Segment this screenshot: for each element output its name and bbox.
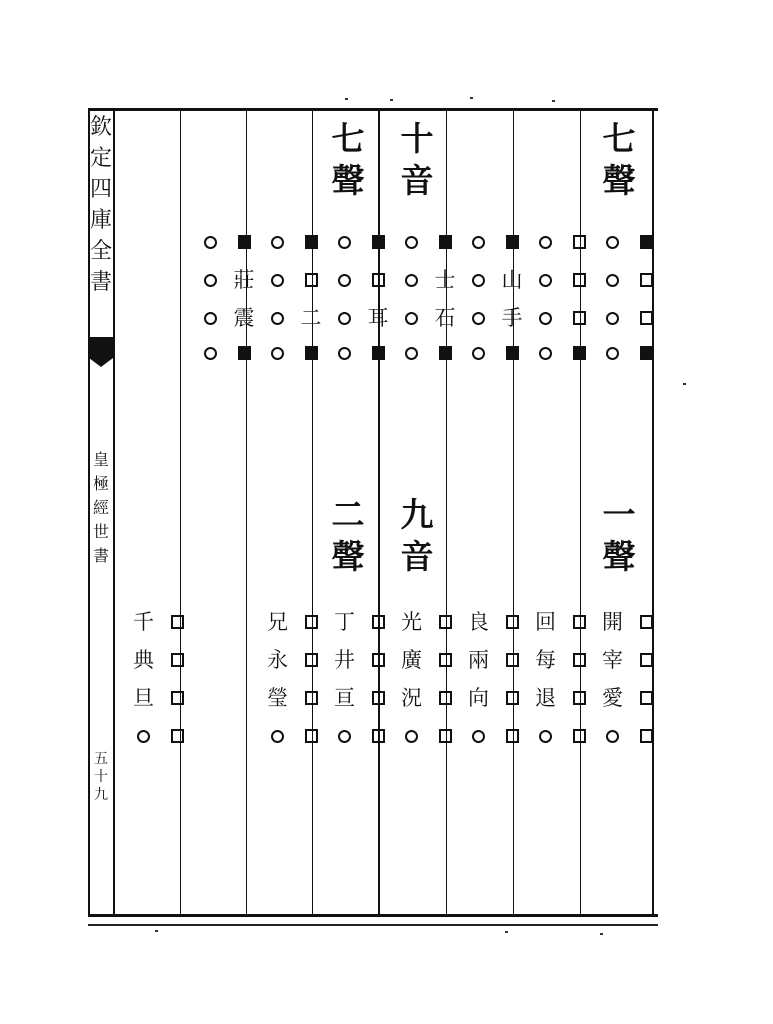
rhyme-character-text: 千 (133, 610, 154, 634)
filled-square-icon (573, 346, 586, 360)
open-square-icon (633, 723, 659, 749)
open-square-icon (439, 615, 452, 629)
filled-square-icon (499, 340, 525, 366)
open-circle-icon (332, 229, 358, 255)
open-circle-icon (606, 312, 619, 325)
open-square-icon (365, 723, 391, 749)
filled-square-icon (633, 229, 659, 255)
filled-square-icon (499, 229, 525, 255)
open-circle-icon (466, 340, 492, 366)
rhyme-character-text: 開 (602, 610, 623, 634)
open-circle-icon (539, 274, 552, 287)
fishtail-mark (89, 337, 113, 367)
filled-square-icon (372, 235, 385, 249)
scan-speck (155, 930, 158, 932)
glyph: 聲 (331, 537, 365, 576)
rhyme-character (399, 647, 425, 673)
rhyme-character-text: 永 (267, 648, 288, 672)
open-square-icon (298, 267, 324, 293)
open-circle-icon (204, 347, 217, 360)
glyph: 聲 (602, 537, 636, 576)
open-circle-icon (472, 347, 485, 360)
open-square-icon (573, 729, 586, 743)
rhyme-character (231, 305, 257, 331)
open-circle-icon (198, 340, 224, 366)
open-square-icon (506, 615, 519, 629)
rhyme-character (399, 609, 425, 635)
open-circle-icon (539, 236, 552, 249)
open-square-icon (566, 267, 592, 293)
rhyme-character-text: 每 (535, 648, 556, 672)
open-square-icon (573, 273, 586, 287)
heading-one-sound (595, 494, 643, 578)
open-circle-icon (332, 305, 358, 331)
scan-speck (390, 99, 393, 101)
heading-seven-sounds (324, 118, 372, 202)
glyph: 庫 (90, 208, 113, 233)
open-circle-icon (265, 267, 291, 293)
rhyme-character-text: 向 (468, 686, 489, 710)
open-circle-icon (606, 236, 619, 249)
rhyme-character-text: 兄 (267, 610, 288, 634)
open-square-icon (305, 273, 318, 287)
rhyme-character-text: 光 (401, 610, 422, 634)
rhyme-character-text: 愛 (602, 686, 623, 710)
rhyme-character (265, 609, 291, 635)
open-circle-icon (271, 347, 284, 360)
filled-square-icon (238, 235, 251, 249)
rhyme-character (332, 685, 358, 711)
open-circle-icon (338, 312, 351, 325)
open-square-icon (432, 723, 458, 749)
open-circle-icon (265, 723, 291, 749)
open-square-icon (372, 729, 385, 743)
rhyme-character-text: 震 (233, 306, 255, 330)
rhyme-character-text: 山 (501, 268, 523, 292)
rhyme-character-text: 井 (334, 648, 355, 672)
bottom-border (88, 914, 658, 917)
rhyme-character (600, 609, 626, 635)
open-square-icon (365, 267, 391, 293)
open-square-icon (164, 723, 190, 749)
rhyme-character-text: 瑩 (267, 686, 288, 710)
rhyme-character (533, 647, 559, 673)
heading-seven-sounds (595, 118, 643, 202)
open-square-icon (566, 723, 592, 749)
page-number (90, 750, 112, 804)
open-square-icon (640, 729, 653, 743)
open-square-icon (640, 691, 653, 705)
open-circle-icon (204, 312, 217, 325)
glyph: 二 (331, 495, 365, 534)
column-divider (180, 110, 181, 915)
glyph: 皇 (92, 450, 109, 469)
open-circle-icon (265, 229, 291, 255)
scan-speck (552, 100, 555, 102)
open-square-icon (439, 691, 452, 705)
open-square-icon (506, 653, 519, 667)
glyph: 欽 (90, 115, 113, 140)
filled-square-icon (506, 235, 519, 249)
rhyme-character (231, 267, 257, 293)
open-square-icon (298, 609, 324, 635)
scan-speck (505, 931, 508, 933)
rhyme-character-text: 手 (501, 306, 523, 330)
open-circle-icon (472, 236, 485, 249)
rhyme-character-text: 耳 (367, 306, 389, 330)
rhyme-character (265, 647, 291, 673)
heading-two-sounds (324, 494, 372, 578)
open-square-icon (305, 653, 318, 667)
rhyme-character (432, 305, 458, 331)
filled-square-icon (298, 340, 324, 366)
rhyme-character-text: 丁 (334, 610, 355, 634)
filled-square-icon (439, 346, 452, 360)
open-square-icon (506, 691, 519, 705)
open-circle-icon (338, 730, 351, 743)
rhyme-character (365, 305, 391, 331)
open-square-icon (171, 615, 184, 629)
filled-square-icon (640, 235, 653, 249)
glyph: 四 (90, 177, 113, 202)
glyph: 世 (92, 522, 109, 541)
open-circle-icon (539, 312, 552, 325)
open-square-icon (633, 267, 659, 293)
open-circle-icon (533, 723, 559, 749)
open-square-icon (633, 305, 659, 331)
open-square-icon (633, 647, 659, 673)
rhyme-character (332, 609, 358, 635)
open-square-icon (164, 685, 190, 711)
glyph: 聲 (331, 161, 365, 200)
glyph: 七 (602, 119, 636, 158)
rhyme-character (499, 305, 525, 331)
rhyme-character-text: 亘 (334, 686, 355, 710)
open-square-icon (566, 647, 592, 673)
glyph: 音 (400, 537, 434, 576)
rhyme-character (131, 647, 157, 673)
filled-square-icon (238, 346, 251, 360)
open-square-icon (298, 685, 324, 711)
open-square-icon (506, 729, 519, 743)
open-circle-icon (466, 267, 492, 293)
open-circle-icon (265, 340, 291, 366)
open-square-icon (640, 273, 653, 287)
open-circle-icon (533, 229, 559, 255)
open-circle-icon (606, 347, 619, 360)
open-square-icon (439, 729, 452, 743)
glyph: 音 (400, 161, 434, 200)
scan-speck (345, 98, 348, 100)
open-circle-icon (338, 274, 351, 287)
rhyme-character (533, 685, 559, 711)
rhyme-character-text: 莊 (233, 268, 255, 292)
open-circle-icon (405, 347, 418, 360)
filled-square-icon (365, 229, 391, 255)
open-circle-icon (131, 723, 157, 749)
open-circle-icon (472, 312, 485, 325)
glyph: 七 (331, 119, 365, 158)
open-square-icon (432, 647, 458, 673)
open-circle-icon (405, 312, 418, 325)
open-circle-icon (600, 340, 626, 366)
rhyme-character (265, 685, 291, 711)
filled-square-icon (640, 346, 653, 360)
open-square-icon (573, 235, 586, 249)
rhyme-character-text: 良 (468, 610, 489, 634)
collection-title (90, 112, 112, 298)
open-square-icon (573, 653, 586, 667)
open-circle-icon (198, 305, 224, 331)
open-square-icon (573, 615, 586, 629)
heading-ten-tones (393, 118, 441, 202)
open-square-icon (372, 273, 385, 287)
rhyme-character (466, 647, 492, 673)
open-square-icon (365, 685, 391, 711)
filled-square-icon (231, 229, 257, 255)
rhyme-character (298, 305, 324, 331)
open-square-icon (305, 615, 318, 629)
open-square-icon (432, 685, 458, 711)
filled-square-icon (365, 340, 391, 366)
glyph: 經 (92, 498, 109, 517)
open-square-icon (566, 305, 592, 331)
glyph: 一 (602, 495, 636, 534)
open-circle-icon (606, 730, 619, 743)
open-square-icon (499, 647, 525, 673)
open-circle-icon (472, 274, 485, 287)
open-circle-icon (332, 723, 358, 749)
rhyme-character (466, 609, 492, 635)
open-square-icon (633, 685, 659, 711)
open-circle-icon (265, 305, 291, 331)
open-circle-icon (332, 267, 358, 293)
scan-speck (683, 383, 686, 385)
open-square-icon (298, 723, 324, 749)
rhyme-character-text: 回 (535, 610, 556, 634)
open-circle-icon (466, 229, 492, 255)
open-circle-icon (600, 723, 626, 749)
rhyme-character-text: 況 (401, 686, 422, 710)
filled-square-icon (372, 346, 385, 360)
open-square-icon (298, 647, 324, 673)
glyph: 極 (92, 474, 109, 493)
filled-square-icon (566, 340, 592, 366)
open-square-icon (164, 647, 190, 673)
open-circle-icon (533, 305, 559, 331)
open-circle-icon (271, 236, 284, 249)
glyph: 五 (94, 751, 108, 767)
glyph: 書 (92, 546, 109, 565)
book-title (90, 448, 112, 568)
open-square-icon (499, 723, 525, 749)
filled-square-icon (298, 229, 324, 255)
rhyme-character (600, 647, 626, 673)
rhyme-character (600, 685, 626, 711)
open-square-icon (633, 609, 659, 635)
open-square-icon (305, 729, 318, 743)
open-circle-icon (533, 340, 559, 366)
rhyme-character (399, 685, 425, 711)
bottom-border-outer (88, 924, 658, 926)
glyph: 九 (400, 495, 434, 534)
rhyme-character-text: 宰 (602, 648, 623, 672)
open-circle-icon (600, 229, 626, 255)
filled-square-icon (432, 340, 458, 366)
rhyme-character-text: 石 (434, 306, 456, 330)
open-square-icon (499, 685, 525, 711)
open-circle-icon (399, 340, 425, 366)
open-circle-icon (600, 305, 626, 331)
filled-square-icon (439, 235, 452, 249)
open-square-icon (372, 691, 385, 705)
filled-square-icon (506, 346, 519, 360)
glyph: 書 (90, 270, 113, 295)
rhyme-character-text: 兩 (468, 648, 489, 672)
margin-right-line (113, 110, 115, 915)
open-circle-icon (271, 274, 284, 287)
glyph: 九 (94, 787, 108, 803)
rhyme-character-text: 廣 (401, 648, 422, 672)
open-circle-icon (399, 305, 425, 331)
open-square-icon (566, 609, 592, 635)
open-square-icon (171, 691, 184, 705)
open-square-icon (566, 685, 592, 711)
open-circle-icon (472, 730, 485, 743)
open-circle-icon (198, 267, 224, 293)
open-circle-icon (204, 274, 217, 287)
open-circle-icon (405, 236, 418, 249)
open-circle-icon (338, 236, 351, 249)
rhyme-character-text: 典 (133, 648, 154, 672)
open-square-icon (305, 691, 318, 705)
rhyme-character-text: 二 (300, 306, 322, 330)
rhyme-character (499, 267, 525, 293)
glyph: 全 (90, 239, 113, 264)
rhyme-character-text: 士 (434, 268, 456, 292)
open-square-icon (640, 615, 653, 629)
glyph: 定 (90, 146, 113, 171)
filled-square-icon (231, 340, 257, 366)
filled-square-icon (305, 346, 318, 360)
open-circle-icon (539, 347, 552, 360)
open-square-icon (372, 615, 385, 629)
open-square-icon (640, 653, 653, 667)
open-circle-icon (466, 723, 492, 749)
open-square-icon (171, 653, 184, 667)
open-square-icon (566, 229, 592, 255)
rhyme-character-text: 退 (535, 686, 556, 710)
open-square-icon (439, 653, 452, 667)
open-circle-icon (338, 347, 351, 360)
open-square-icon (432, 609, 458, 635)
glyph: 十 (400, 119, 434, 158)
open-circle-icon (600, 267, 626, 293)
open-circle-icon (606, 274, 619, 287)
heading-nine-tones (393, 494, 441, 578)
open-square-icon (573, 691, 586, 705)
open-circle-icon (399, 723, 425, 749)
open-circle-icon (271, 730, 284, 743)
open-circle-icon (204, 236, 217, 249)
rhyme-character (466, 685, 492, 711)
scan-speck (470, 97, 473, 99)
open-circle-icon (137, 730, 150, 743)
scan-speck (600, 933, 603, 935)
open-square-icon (365, 647, 391, 673)
open-square-icon (573, 311, 586, 325)
open-square-icon (365, 609, 391, 635)
rhyme-character (131, 685, 157, 711)
rhyme-character-text: 旦 (133, 686, 154, 710)
open-circle-icon (399, 229, 425, 255)
open-square-icon (640, 311, 653, 325)
open-circle-icon (405, 730, 418, 743)
open-circle-icon (271, 312, 284, 325)
glyph: 聲 (602, 161, 636, 200)
open-square-icon (372, 653, 385, 667)
open-circle-icon (399, 267, 425, 293)
open-square-icon (499, 609, 525, 635)
open-circle-icon (533, 267, 559, 293)
rhyme-character (131, 609, 157, 635)
open-square-icon (164, 609, 190, 635)
filled-square-icon (305, 235, 318, 249)
open-square-icon (171, 729, 184, 743)
open-circle-icon (539, 730, 552, 743)
filled-square-icon (432, 229, 458, 255)
open-circle-icon (198, 229, 224, 255)
rhyme-character (332, 647, 358, 673)
rhyme-character (432, 267, 458, 293)
rhyme-character (533, 609, 559, 635)
glyph: 十 (94, 769, 108, 785)
open-circle-icon (332, 340, 358, 366)
open-circle-icon (405, 274, 418, 287)
filled-square-icon (633, 340, 659, 366)
top-border (88, 108, 658, 111)
open-circle-icon (466, 305, 492, 331)
